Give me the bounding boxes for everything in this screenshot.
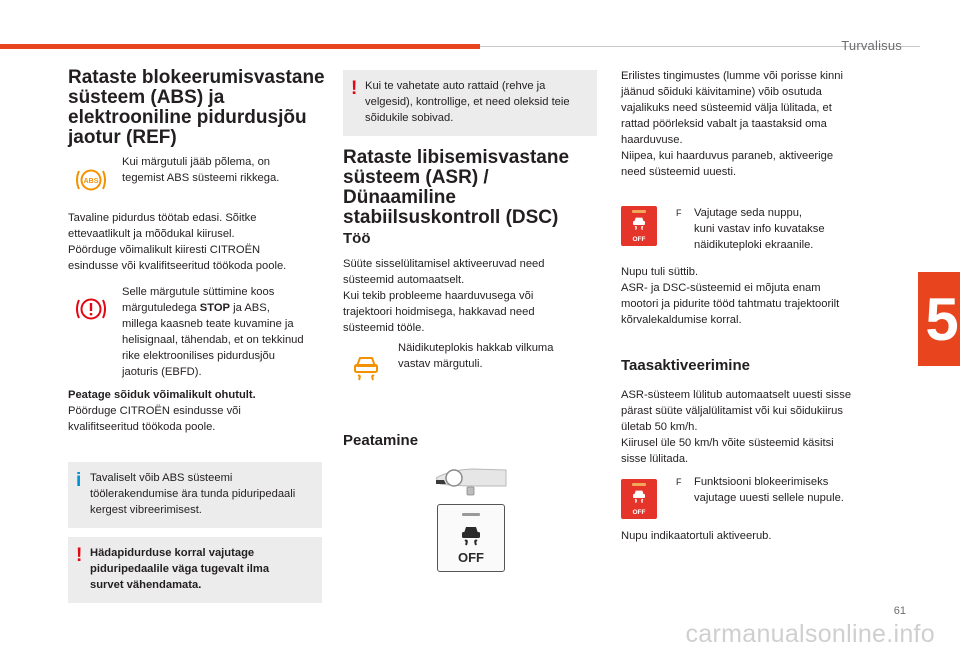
text-fragment: ja ABS, <box>230 302 270 314</box>
press-instruction <box>676 205 876 253</box>
warning-note <box>68 537 322 603</box>
abs-title-line: jaotur (REF) <box>68 127 177 148</box>
text-line: töölerakendumise ära tunda piduripedaali <box>90 488 296 500</box>
off-label: OFF <box>632 509 646 516</box>
subheading-reactivation: Taasaktiveerimine <box>621 357 750 374</box>
text-line: rike elektroonilises pidurdusjõu <box>122 350 275 362</box>
stop-label: STOP <box>199 302 231 314</box>
chapter-tab[interactable] <box>918 272 960 366</box>
text-line: süsteemid tööle. <box>343 322 425 334</box>
text-line: süsteemid automaatselt. <box>343 274 465 286</box>
button-lit-paragraph <box>621 264 881 328</box>
text-line: millega kaasneb teate kuvamine ja <box>122 318 294 330</box>
text-line: kõrvalekaldumise korral. <box>621 314 742 326</box>
text-line: pärast süüte väljalülitamist või kui sõidukiirus <box>621 405 843 417</box>
reactivate-instruction <box>676 474 876 506</box>
exclamation-icon: ! <box>351 78 358 99</box>
button-indicator-bar <box>632 210 646 213</box>
text-line: kergest vibreerimisest. <box>90 504 202 516</box>
esp-off-button[interactable] <box>437 504 505 572</box>
text-line: Pöörduge võimalikult kiiresti CITROËN <box>68 244 261 256</box>
abs-icon-label: ABS <box>83 178 99 185</box>
watermark: carmanualsonline.info <box>685 620 935 648</box>
asr-dsc-heading <box>343 148 605 228</box>
text-line: kvalifitseeritud töökoda poole. <box>68 421 216 433</box>
info-note-text <box>90 470 314 518</box>
text-line: Süüte sisselülitamisel aktiveeruvad need <box>343 258 545 270</box>
header-accent-bar <box>0 44 480 49</box>
text-line: Tavaline pidurdus töötab edasi. Sõitke <box>68 212 257 224</box>
text-line: vajalikuks need süsteemid välja lülitada, et <box>621 102 832 114</box>
bullet-icon: F <box>676 208 682 218</box>
dashboard-illustration <box>436 464 508 500</box>
dsc-off-button-reactivate[interactable] <box>621 479 657 519</box>
brake-fault-text <box>122 284 332 380</box>
text-fragment: Selle märgutule süttimine koos <box>122 286 275 298</box>
text-line: helisignaal, tähendab, et on tekkinud <box>122 334 304 346</box>
skid-warning-icon <box>349 350 383 384</box>
text-line: Kui märgutuli jääb põlema, on <box>122 156 271 168</box>
text-line: esindusse või kvalifitseeritud töökoda poole. <box>68 260 287 272</box>
text-fragment: märgutuledega <box>122 302 200 314</box>
text-line: velgesid), kontrollige, et need oleksid teie <box>365 96 570 108</box>
text-line: vastav märgutuli. <box>398 358 483 370</box>
text-line: Hädapidurduse korral vajutage <box>90 547 255 559</box>
abs-title-line: süsteem (ABS) ja <box>68 87 225 108</box>
page-number: 61 <box>893 605 906 617</box>
skid-icon <box>631 215 647 231</box>
brake-fault-icon <box>74 294 108 324</box>
info-note <box>68 462 322 528</box>
abs-paragraph-2 <box>68 387 330 435</box>
text-line: sõidukile sobivad. <box>365 112 454 124</box>
off-label: OFF <box>632 236 646 243</box>
asr-title-line: süsteem (ASR) / <box>343 167 489 188</box>
abs-paragraph-1 <box>68 210 330 274</box>
chapter-number: 5 <box>925 285 959 353</box>
text-line <box>122 300 332 316</box>
text-line: ettevaatlikult ja mõõdukal kiirusel. <box>68 228 235 240</box>
skid-icon <box>631 488 647 504</box>
abs-fault-text <box>122 154 332 186</box>
off-label: OFF <box>458 550 484 565</box>
text-line: ASR-süsteem lülitub automaatselt uuesti sisse <box>621 389 852 401</box>
warning-note-text <box>365 78 589 126</box>
asr-title-line: stabiilsuskontroll (DSC) <box>343 207 559 228</box>
wheel-change-warning-note <box>343 70 597 136</box>
bullet-icon: F <box>676 477 682 487</box>
text-line: Erilistes tingimustes (lumme või porisse kinni <box>621 70 843 82</box>
text-line: Vajutage seda nuppu, <box>694 207 803 219</box>
warning-note-text <box>90 545 314 593</box>
text-line: Niipea, kui haarduvus paraneb, aktiveerige <box>621 150 834 162</box>
asr-title-line: Rataste libisemisvastane <box>343 147 570 168</box>
subheading-operation: Töö <box>343 230 371 247</box>
text-line: Näidikuteplokis hakkab vilkuma <box>398 342 554 354</box>
text-line: Kui te vahetate auto rattaid (rehve ja <box>365 80 546 92</box>
indicator-activates-text: Nupu indikaatortuli aktiveerub. <box>621 530 772 542</box>
subheading-deactivation: Peatamine <box>343 432 419 449</box>
text-line: ületab 50 km/h. <box>621 421 698 433</box>
text-line: Nupu tuli süttib. <box>621 266 699 278</box>
section-title: Turvalisus <box>841 38 902 53</box>
text-line: kuni vastav info kuvatakse <box>694 223 825 235</box>
text-line: jäänud sõiduki käivitamine) võib osutuda <box>621 86 822 98</box>
text-line: Pöörduge CITROËN esindusse või <box>68 405 241 417</box>
blink-text <box>398 340 603 372</box>
text-line: Kiirusel üle 50 km/h võite süsteemid käsitsi <box>621 437 834 449</box>
dsc-off-button[interactable] <box>621 206 657 246</box>
info-icon: i <box>76 470 82 491</box>
asr-title-line: Dünaamiline <box>343 187 456 208</box>
text-line: survet vähendamata. <box>90 579 202 591</box>
button-indicator-bar <box>462 513 480 516</box>
skid-icon <box>459 523 483 547</box>
text-line: vajutage uuesti sellele nupule. <box>694 492 844 504</box>
text-line: rattad pöörleksid vabalt ja taastaksid oma <box>621 118 827 130</box>
bold-instruction: Peatage sõiduk võimalikult ohutult. <box>68 389 256 401</box>
button-indicator-bar <box>632 483 646 486</box>
text-line: ASR- ja DSC-süsteemid ei mõjuta enam <box>621 282 821 294</box>
asr-paragraph-1 <box>343 256 605 336</box>
text-line: piduripedaalile väga tugevalt ilma <box>90 563 270 575</box>
abs-title-line: elektrooniline pidurdusjõu <box>68 107 307 128</box>
text-line: Tavaliselt võib ABS süsteemi <box>90 472 233 484</box>
text-line: jaoturis (EBFD). <box>122 366 202 378</box>
text-line: need süsteemid uuesti. <box>621 166 737 178</box>
text-line: Kui tekib probleeme haarduvusega või <box>343 290 534 302</box>
text-line: mootori ja pidurite tööd tahtmatu trajektoorilt <box>621 298 840 310</box>
exclamation-icon: ! <box>76 545 83 566</box>
text-line: haarduvuse. <box>621 134 683 146</box>
text-line: Funktsiooni blokeerimiseks <box>694 476 829 488</box>
abs-heading <box>68 68 330 148</box>
text-line: näidikuteploki ekraanile. <box>694 239 814 251</box>
deactivation-paragraph <box>621 68 881 180</box>
reactivation-paragraph <box>621 387 881 467</box>
text-line: sisse lülitada. <box>621 453 689 465</box>
text-line: trajektoori hoidmisega, hakkavad need <box>343 306 535 318</box>
abs-title-line: Rataste blokeerumisvastane <box>68 67 325 88</box>
abs-warning-icon <box>74 165 108 195</box>
text-line: tegemist ABS süsteemi rikkega. <box>122 172 280 184</box>
text-line <box>122 284 332 300</box>
